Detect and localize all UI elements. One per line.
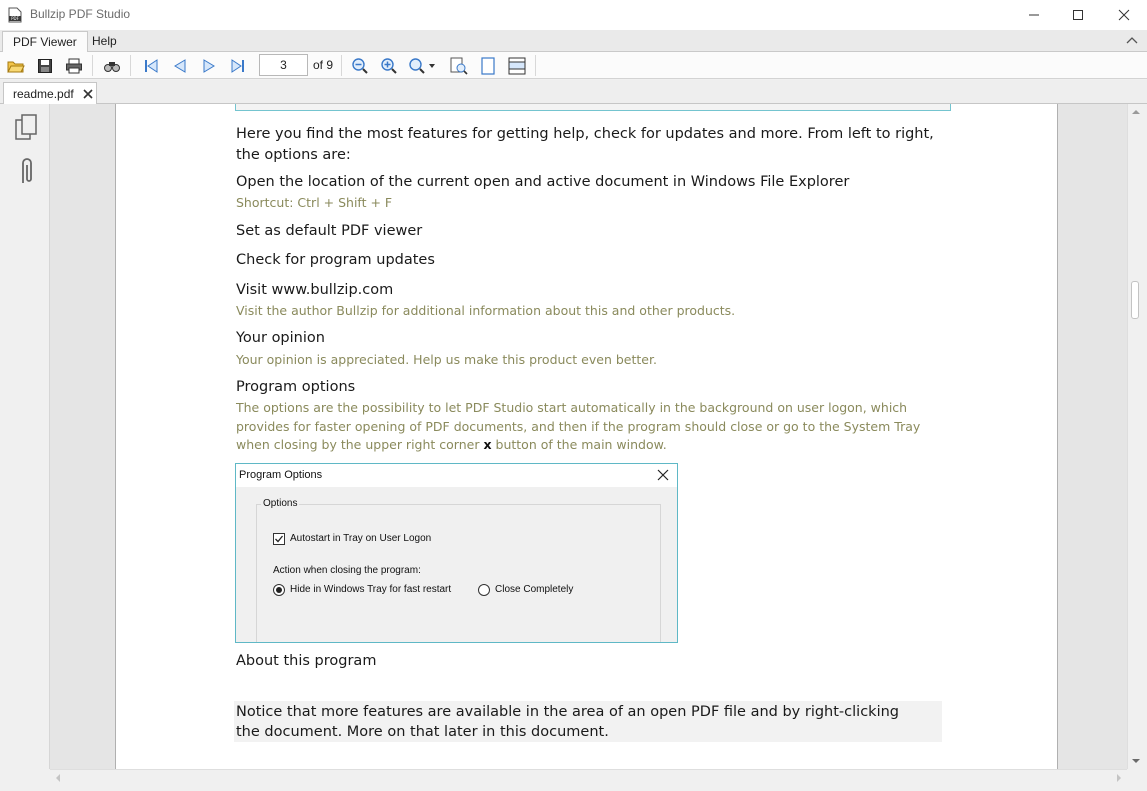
zoom-in-icon bbox=[380, 57, 398, 75]
previous-page-button[interactable] bbox=[169, 55, 191, 77]
item-heading: Check for program updates bbox=[236, 252, 435, 268]
open-folder-icon bbox=[7, 58, 25, 74]
pdf-page bbox=[115, 104, 1058, 769]
zoom-out-button[interactable] bbox=[349, 55, 371, 77]
save-icon bbox=[37, 58, 53, 74]
program-options-note bbox=[236, 399, 926, 455]
item-heading: Set as default PDF viewer bbox=[236, 223, 423, 239]
dialog-close-icon bbox=[657, 469, 669, 481]
print-button[interactable] bbox=[63, 55, 85, 77]
next-page-button[interactable] bbox=[198, 55, 220, 77]
svg-text:PDF: PDF bbox=[11, 16, 19, 21]
item-heading: Your opinion bbox=[236, 330, 325, 346]
zoom-menu-icon bbox=[408, 57, 438, 75]
vertical-scrollbar[interactable] bbox=[1127, 104, 1147, 769]
toolbar bbox=[0, 52, 1147, 79]
dialog-title: Program Options bbox=[239, 469, 323, 481]
find-button[interactable] bbox=[101, 55, 123, 77]
autostart-checkbox-label: Autostart in Tray on User Logon bbox=[290, 533, 432, 544]
fit-page-button[interactable] bbox=[477, 55, 499, 77]
about-heading: About this program bbox=[236, 653, 377, 669]
hide-in-tray-radio bbox=[273, 584, 285, 596]
item-note: Shortcut: Ctrl + Shift + F bbox=[236, 195, 393, 210]
document-tab-strip bbox=[0, 80, 1147, 104]
item-note: Your opinion is appreciated. Help us make this product even better. bbox=[236, 352, 657, 367]
scroll-up-arrow-icon[interactable] bbox=[1132, 109, 1140, 115]
radio-selected-dot bbox=[276, 587, 282, 593]
maximize-button[interactable] bbox=[1055, 0, 1101, 30]
app-logo-icon bbox=[8, 7, 22, 23]
toolbar-separator bbox=[535, 55, 536, 76]
close-window-button[interactable] bbox=[1101, 0, 1147, 30]
last-page-button[interactable] bbox=[227, 55, 249, 77]
autostart-checkbox bbox=[273, 533, 285, 545]
scroll-right-arrow-icon[interactable] bbox=[1116, 774, 1122, 782]
maximize-icon bbox=[1072, 9, 1084, 21]
page-number-input[interactable] bbox=[259, 54, 308, 76]
side-panel bbox=[0, 104, 50, 769]
dialog-body bbox=[236, 487, 678, 643]
close-x-symbol: x bbox=[483, 437, 492, 452]
open-button[interactable] bbox=[5, 55, 27, 77]
minimize-icon bbox=[1028, 9, 1040, 21]
notice-text: Notice that more features are available in the area of an open PDF file and by right-clicking the document. More on that later in this document. bbox=[236, 704, 899, 740]
horizontal-scrollbar[interactable] bbox=[50, 769, 1127, 786]
scroll-left-arrow-icon[interactable] bbox=[55, 774, 61, 782]
print-icon bbox=[65, 58, 83, 74]
zoom-in-button[interactable] bbox=[378, 55, 400, 77]
zoom-out-icon bbox=[351, 57, 369, 75]
fit-width-icon bbox=[508, 57, 526, 75]
pages-icon[interactable] bbox=[14, 114, 38, 144]
zoom-menu-button[interactable] bbox=[407, 55, 439, 77]
close-icon bbox=[1118, 9, 1130, 21]
actual-size-button[interactable] bbox=[448, 55, 470, 77]
vertical-scroll-thumb[interactable] bbox=[1131, 281, 1139, 319]
dialog-action-label: Action when closing the program: bbox=[273, 565, 421, 576]
close-completely-radio bbox=[478, 584, 490, 596]
close-completely-radio-label: Close Completely bbox=[495, 584, 574, 595]
actual-size-icon bbox=[450, 57, 468, 75]
first-page-icon bbox=[143, 59, 159, 73]
attachments-icon[interactable] bbox=[14, 156, 38, 186]
hide-in-tray-radio-label: Hide in Windows Tray for fast restart bbox=[290, 584, 452, 595]
intro-paragraph: Here you find the most features for getting help, check for updates and more. From left to right, the options are: bbox=[236, 126, 934, 163]
toolbar-separator bbox=[341, 55, 342, 76]
document-view[interactable] bbox=[50, 104, 1127, 769]
next-page-icon bbox=[201, 59, 217, 73]
tab-help[interactable]: Help bbox=[92, 34, 117, 48]
last-page-icon bbox=[230, 59, 246, 73]
program-options-note-text: The options are the possibility to let PDF Studio start automatically in the background on user logon, which provides for faster opening of PDF documents, and then if the program should close or go to the System Tray when closing by the upper right corner bbox=[236, 400, 921, 452]
previous-page-icon bbox=[172, 59, 188, 73]
checkmark-icon bbox=[274, 534, 284, 544]
document-tab[interactable] bbox=[3, 82, 97, 105]
minimize-button[interactable] bbox=[1011, 0, 1057, 30]
fit-width-button[interactable] bbox=[506, 55, 528, 77]
program-options-note-text-end: button of the main window. bbox=[495, 437, 667, 452]
tab-pdf-viewer[interactable]: PDF Viewer bbox=[2, 31, 88, 53]
save-button[interactable] bbox=[34, 55, 56, 77]
toolbar-separator bbox=[92, 55, 93, 76]
ribbon-tab-bar bbox=[0, 30, 1147, 52]
item-heading: Open the location of the current open and active document in Windows File Explorer bbox=[236, 174, 850, 190]
program-options-heading: Program options bbox=[236, 379, 356, 395]
close-tab-icon[interactable] bbox=[82, 88, 94, 100]
document-tab-label: readme.pdf bbox=[13, 87, 74, 101]
window-title: Bullzip PDF Studio bbox=[30, 7, 131, 21]
item-heading: Visit www.bullzip.com bbox=[236, 282, 394, 298]
toolbar-separator bbox=[130, 55, 131, 76]
dialog-group-label: Options bbox=[263, 498, 298, 509]
item-note: Visit the author Bullzip for additional information about this and other products. bbox=[236, 303, 736, 318]
page-count-label: of 9 bbox=[313, 58, 334, 72]
title-bar bbox=[0, 0, 1147, 30]
previous-screenshot-fragment bbox=[235, 104, 951, 111]
fit-page-icon bbox=[480, 57, 496, 75]
find-icon bbox=[103, 59, 121, 73]
program-options-dialog-screenshot bbox=[235, 463, 678, 643]
bottom-strip bbox=[0, 786, 1147, 791]
scroll-down-arrow-icon[interactable] bbox=[1132, 758, 1140, 764]
first-page-button[interactable] bbox=[140, 55, 162, 77]
collapse-ribbon-icon[interactable] bbox=[1125, 34, 1139, 48]
